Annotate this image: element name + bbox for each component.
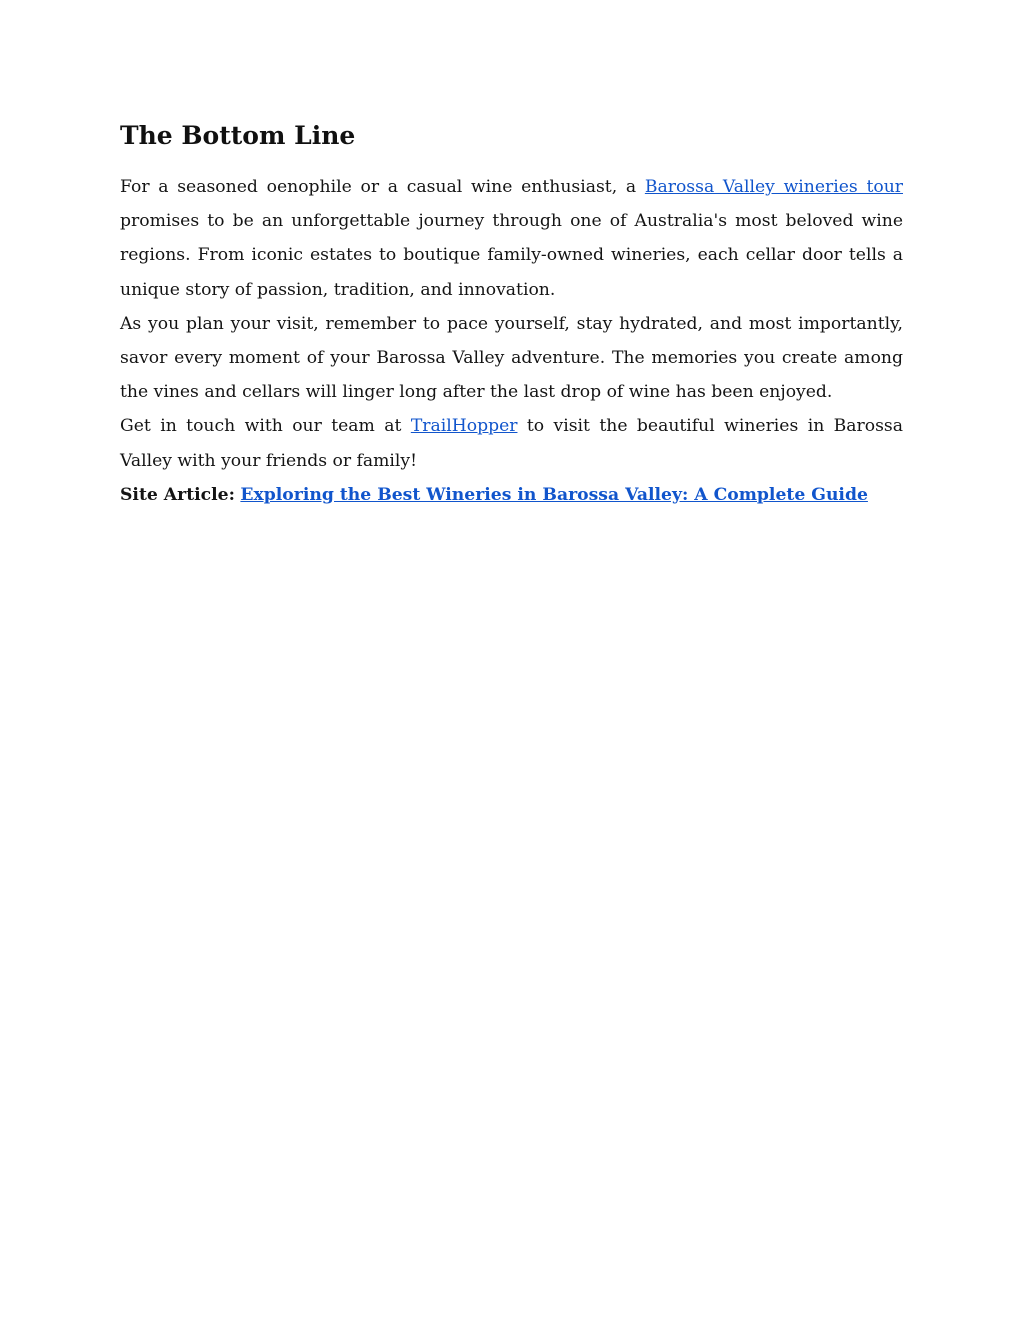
barossa-tour-link[interactable]: Barossa Valley wineries tour: [644, 177, 903, 197]
trailhopper-link[interactable]: TrailHopper: [410, 416, 518, 437]
paragraph-plan-visit: As you plan your visit, remember to pace yourself, stay hydrated, and most importantly, savor every moment of your Barossa Valley adventure. The memories you create among the vines and cellars will linger long after the last drop of wine has been enjoyed.: [120, 313, 903, 403]
section-heading: The Bottom Line: [120, 121, 356, 150]
paragraph-intro-text-after: promises to be an unforgettable journey through one of Australia's most beloved wine regions. From iconic estates to boutique family-owned wineries, each cellar door tells a unique story of passion, tradition, and innovation.: [120, 211, 903, 300]
paragraph-intro: [120, 170, 903, 307]
site-article-link[interactable]: Exploring the Best Wineries in Barossa Valley: A Complete Guide: [240, 484, 868, 505]
document-page: [120, 112, 903, 512]
paragraph-intro-text-before: For a seasoned oenophile or a casual wine enthusiast, a: [120, 177, 645, 197]
site-article-label: Site Article:: [120, 484, 235, 505]
site-article-line: [120, 478, 903, 512]
paragraph-contact-text-after: to visit the beautiful wineries in Barossa Valley with your friends or family!: [120, 416, 903, 471]
paragraph-contact-text-before: Get in touch with our team at: [120, 416, 411, 437]
paragraph-contact: [120, 409, 903, 477]
